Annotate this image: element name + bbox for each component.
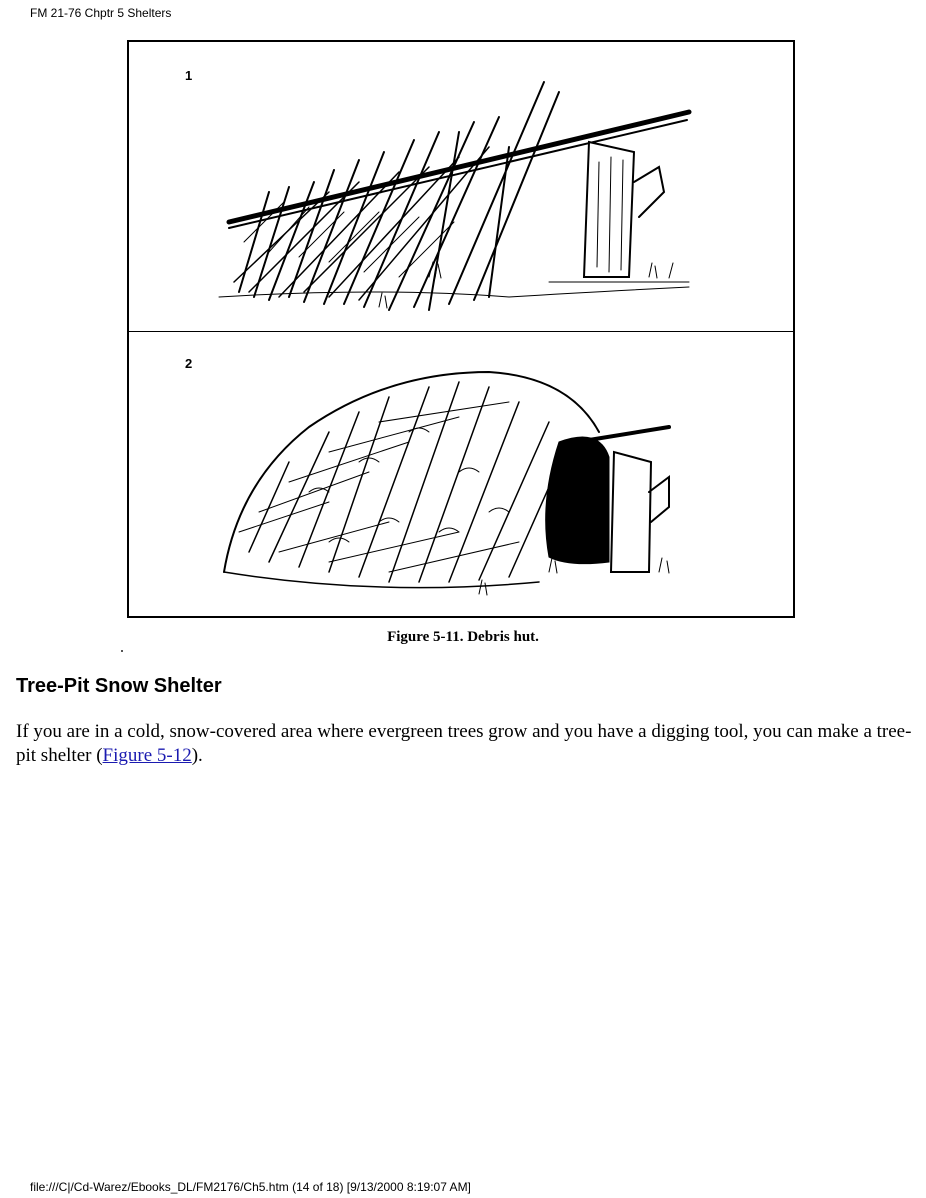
section-paragraph	[16, 720, 912, 768]
figure-panel-2	[129, 332, 793, 616]
page-header-title: FM 21-76 Chptr 5 Shelters	[30, 6, 172, 20]
figure-5-12-link[interactable]: Figure 5-12	[102, 745, 192, 766]
figure-caption: Figure 5-11. Debris hut.	[387, 629, 539, 645]
paragraph-text-before: If you are in a cold, snow-covered area where evergreen trees grow and you have a digging tool, you can make a tree-pit shelter (	[16, 721, 912, 766]
debris-covered-hut-illustration	[129, 332, 793, 616]
ridgepole-frame-illustration	[129, 42, 793, 331]
debris-hut-figure	[127, 40, 795, 618]
panel-2-label: 2	[185, 356, 193, 371]
stray-dot	[121, 650, 123, 652]
figure-panel-1	[129, 42, 793, 332]
section-heading: Tree-Pit Snow Shelter	[16, 675, 222, 697]
paragraph-text-after: ).	[191, 745, 203, 766]
panel-1-label: 1	[185, 68, 193, 83]
page-footer-url: file:///C|/Cd-Warez/Ebooks_DL/FM2176/Ch5.htm (14 of 18) [9/13/2000 8:19:07 AM]	[30, 1180, 471, 1194]
